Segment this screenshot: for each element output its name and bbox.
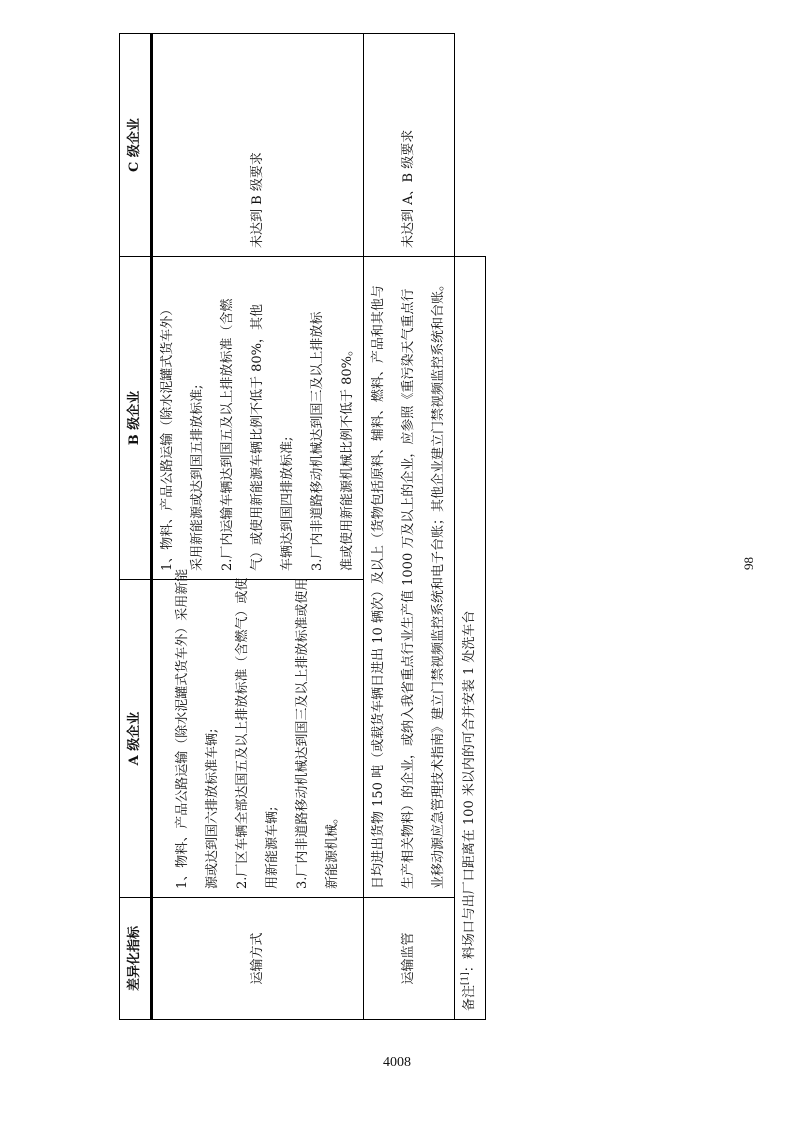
text-line: 业移动源应急管理技术指南》建立门禁视频监控系统和电子台账；其他企业建立门禁视频监控系统和台账。: [431, 277, 446, 889]
table-row-note: [455, 34, 486, 1020]
header-grade-c: C 级企业: [120, 34, 152, 257]
empty-cell: [455, 34, 486, 257]
transport-grade-a: [152, 568, 364, 898]
transport-grade-b: [152, 257, 364, 580]
header-indicator: 差异化指标: [120, 898, 152, 1020]
text-line: 气）或使用新能源车辆比例不低于 80%，其他: [250, 303, 265, 571]
text-line: 准或使用新能源机械比例不低于 80%。: [340, 342, 355, 571]
text-line: 采用新能源或达到国五排放标准;: [190, 384, 205, 571]
differentiation-table: [119, 33, 486, 1020]
transport-label: 运输方式: [152, 898, 364, 1020]
header-grade-a: A 级企业: [120, 580, 152, 898]
text-line: 1、物料、产品公路运输（除水泥罐式货车外）采用新能: [175, 568, 190, 889]
table-row-monitor: [364, 34, 455, 1020]
text-line: 生产相关物料）的企业，或纳入我省重点行业生产值 1000 万及以上的企业，应参照《重污染天气重点行: [401, 288, 416, 889]
text-line: 源或达到国六排放标准车辆;: [205, 728, 220, 889]
note-text: ：料场口与出厂口距离在 100 米以内的可合并安装 1 处洗车台: [462, 610, 477, 973]
transport-grade-c: 未达到 B 级要求: [152, 34, 364, 257]
monitor-label: 运输监管: [364, 898, 455, 1020]
text-line: 日均进出货物 150 吨（或载货车辆日进出 10 辆次）及以上（货物包括原料、辅料、燃料、产品和其他与: [371, 285, 386, 889]
text-line: 2.厂区车辆全部达国五及以上排放标准（含燃气）或使: [235, 577, 250, 889]
note-prefix: 备注: [462, 984, 477, 1011]
table-header-row: [120, 34, 152, 1020]
text-line: 3.厂内非道路移动机械达到国三及以上排放标准或使用: [295, 577, 310, 889]
note-superscript: [1]: [460, 972, 471, 985]
text-line: 车辆达到国四排放标准;: [280, 436, 295, 571]
table-row-transport: [152, 34, 364, 1020]
text-line: 3.厂内非道路移动机械达到国三及以上排放标: [310, 311, 325, 571]
side-page-number: 98: [741, 557, 756, 570]
table-note: [455, 257, 486, 1020]
footer-page-number: 4008: [383, 1055, 411, 1070]
text-line: 1、物料、产品公路运输（除水泥罐式货车外）: [160, 302, 175, 571]
header-grade-b: B 级企业: [120, 257, 152, 580]
rotated-table-container: [119, 102, 477, 1020]
monitor-grade-ab: [364, 257, 455, 898]
text-line: 新能源机械。: [325, 810, 340, 889]
monitor-grade-c: 未达到 A、B 级要求: [364, 34, 455, 257]
text-line: 用新能源车辆;: [265, 806, 280, 889]
text-line: 2.厂内运输车辆达到国五及以上排放标准（含燃: [220, 298, 235, 571]
